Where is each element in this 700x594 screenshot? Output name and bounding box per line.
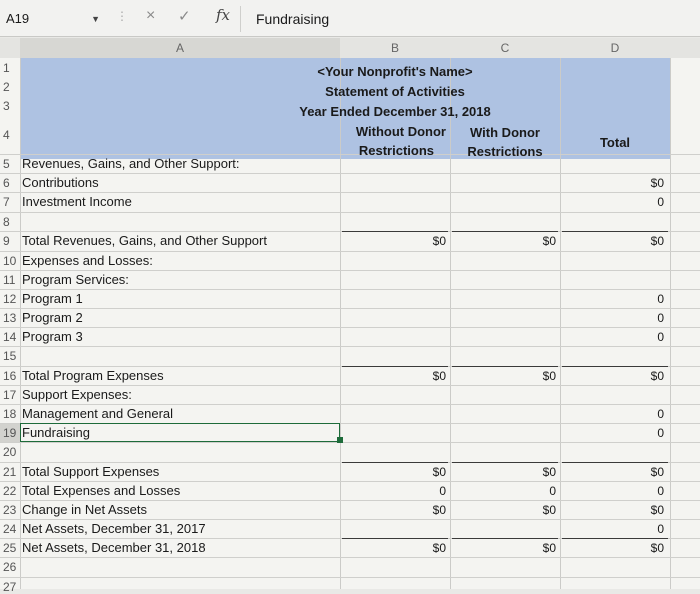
col-b-header-line1: Without Donor: [355, 124, 446, 139]
row-number[interactable]: 13: [3, 310, 17, 325]
value-total[interactable]: 0: [657, 483, 664, 498]
formula-bar: [0, 0, 700, 37]
row-number[interactable]: 2: [3, 79, 10, 94]
gridline: [0, 557, 700, 558]
value-without-donor[interactable]: $0: [432, 502, 446, 517]
row-number[interactable]: 12: [3, 291, 17, 306]
row-number[interactable]: 11: [3, 272, 16, 287]
gridline: [0, 327, 700, 328]
value-total[interactable]: $0: [650, 368, 664, 383]
row-number[interactable]: 24: [3, 521, 17, 536]
row-label[interactable]: Support Expenses:: [22, 386, 132, 402]
value-total[interactable]: $0: [650, 234, 664, 248]
value-total[interactable]: $0: [650, 540, 664, 555]
total-border: [342, 231, 448, 232]
row-number[interactable]: 3: [3, 98, 10, 113]
row-label[interactable]: Contributions: [22, 174, 99, 190]
row-number[interactable]: 9: [3, 234, 10, 248]
check-icon[interactable]: ✓: [178, 8, 191, 25]
value-total[interactable]: 0: [657, 521, 664, 536]
row-number[interactable]: 5: [3, 156, 10, 171]
chevron-down-icon[interactable]: ▼: [91, 14, 100, 24]
gridline: [20, 58, 21, 589]
col-d-header: Total: [599, 135, 631, 150]
total-border: [452, 538, 558, 539]
formula-divider: [240, 6, 241, 32]
value-without-donor[interactable]: $0: [432, 368, 446, 383]
row-number[interactable]: 20: [3, 445, 17, 459]
value-without-donor[interactable]: $0: [432, 540, 446, 555]
gridline: [0, 308, 700, 309]
value-without-donor[interactable]: 0: [439, 483, 446, 498]
total-border: [562, 366, 668, 367]
row-label[interactable]: Change in Net Assets: [22, 501, 148, 517]
value-total[interactable]: 0: [657, 195, 664, 209]
cancel-icon[interactable]: ×: [146, 7, 156, 24]
row-number[interactable]: 10: [3, 253, 17, 268]
row-number[interactable]: 26: [3, 560, 17, 574]
row-number[interactable]: 19: [3, 425, 17, 440]
row-number[interactable]: 7: [3, 195, 10, 209]
row-label[interactable]: Program 1: [22, 290, 83, 306]
column-header-b[interactable]: B: [390, 41, 399, 55]
row-label[interactable]: Net Assets, December 31, 2018: [22, 539, 206, 555]
total-border: [562, 538, 668, 539]
fill-handle[interactable]: [337, 437, 343, 443]
row-number[interactable]: 23: [3, 502, 17, 517]
row-number[interactable]: 18: [3, 406, 17, 421]
value-total[interactable]: 0: [657, 291, 664, 306]
row-number[interactable]: 17: [3, 387, 17, 402]
gridline: [0, 577, 700, 578]
row-label[interactable]: Program 2: [22, 309, 83, 325]
row-number[interactable]: 21: [3, 464, 17, 479]
name-box[interactable]: [4, 8, 104, 30]
row-label[interactable]: Revenues, Gains, and Other Support:: [22, 155, 240, 171]
total-border: [342, 462, 448, 463]
total-border: [452, 366, 558, 367]
value-total[interactable]: $0: [650, 502, 664, 517]
row-label[interactable]: Expenses and Losses:: [22, 252, 153, 268]
value-total[interactable]: $0: [650, 464, 664, 479]
value-with-donor[interactable]: 0: [549, 483, 556, 498]
value-with-donor[interactable]: $0: [542, 502, 556, 517]
formula-input[interactable]: Fundraising: [256, 11, 330, 27]
total-border: [342, 538, 448, 539]
value-total[interactable]: 0: [657, 425, 664, 440]
total-border: [562, 462, 668, 463]
total-border: [342, 366, 448, 367]
value-without-donor[interactable]: $0: [432, 464, 446, 479]
row-label[interactable]: Program 3: [22, 328, 83, 344]
cell-reference: A19: [6, 11, 30, 26]
value-total[interactable]: $0: [650, 175, 664, 190]
gridline: [0, 346, 700, 347]
gridline: [0, 173, 700, 174]
row-number[interactable]: 8: [3, 214, 10, 229]
gridline: [670, 58, 671, 589]
column-header-c[interactable]: C: [500, 41, 510, 55]
row-number[interactable]: 27: [3, 579, 17, 594]
value-total[interactable]: 0: [657, 310, 664, 325]
row-label[interactable]: Program Services:: [22, 271, 129, 287]
gridline: [0, 442, 700, 443]
gridline: [0, 289, 700, 290]
col-c-header-line2: Restrictions: [467, 144, 543, 159]
row-number[interactable]: 15: [3, 349, 17, 363]
row-number[interactable]: 6: [3, 175, 10, 190]
value-with-donor[interactable]: $0: [542, 234, 556, 248]
row-label[interactable]: Total Revenues, Gains, and Other Support: [22, 233, 267, 248]
value-with-donor[interactable]: $0: [542, 464, 556, 479]
row-label[interactable]: Total Program Expenses: [22, 367, 164, 383]
row-number[interactable]: 1: [3, 60, 10, 75]
row-label[interactable]: Net Assets, December 31, 2017: [22, 520, 206, 536]
value-total[interactable]: 0: [657, 329, 664, 344]
row-number[interactable]: 22: [3, 483, 17, 498]
total-border: [452, 462, 558, 463]
value-with-donor[interactable]: $0: [542, 368, 556, 383]
row-label[interactable]: Management and General: [22, 405, 174, 421]
column-header-d[interactable]: D: [610, 41, 620, 55]
period: Year Ended December 31, 2018: [299, 104, 491, 119]
function-icon[interactable]: fx: [216, 6, 231, 24]
value-with-donor[interactable]: $0: [542, 540, 556, 555]
selected-cell[interactable]: [20, 423, 340, 442]
value-without-donor[interactable]: $0: [432, 234, 446, 248]
row-number[interactable]: 14: [3, 329, 17, 344]
total-border: [562, 231, 668, 232]
row-label[interactable]: Investment Income: [22, 194, 132, 209]
drag-handle-icon[interactable]: ⋮: [116, 9, 128, 23]
row-label[interactable]: Fundraising: [22, 424, 90, 440]
row-number[interactable]: 25: [3, 540, 17, 555]
gridline: [0, 212, 700, 213]
row-label[interactable]: Total Expenses and Losses: [22, 482, 181, 498]
row-number[interactable]: 4: [3, 127, 10, 142]
org-name: <Your Nonprofit's Name>: [317, 64, 473, 79]
row-label[interactable]: Total Support Expenses: [22, 463, 160, 479]
statement-title: Statement of Activities: [325, 84, 465, 99]
col-c-header-line1: With Donor: [470, 125, 540, 140]
column-header-a[interactable]: A: [20, 38, 340, 58]
col-b-header-line2: Restrictions: [358, 143, 434, 158]
value-total[interactable]: 0: [657, 406, 664, 421]
total-border: [452, 231, 558, 232]
gridline: [0, 192, 700, 193]
row-number[interactable]: 16: [3, 368, 17, 383]
